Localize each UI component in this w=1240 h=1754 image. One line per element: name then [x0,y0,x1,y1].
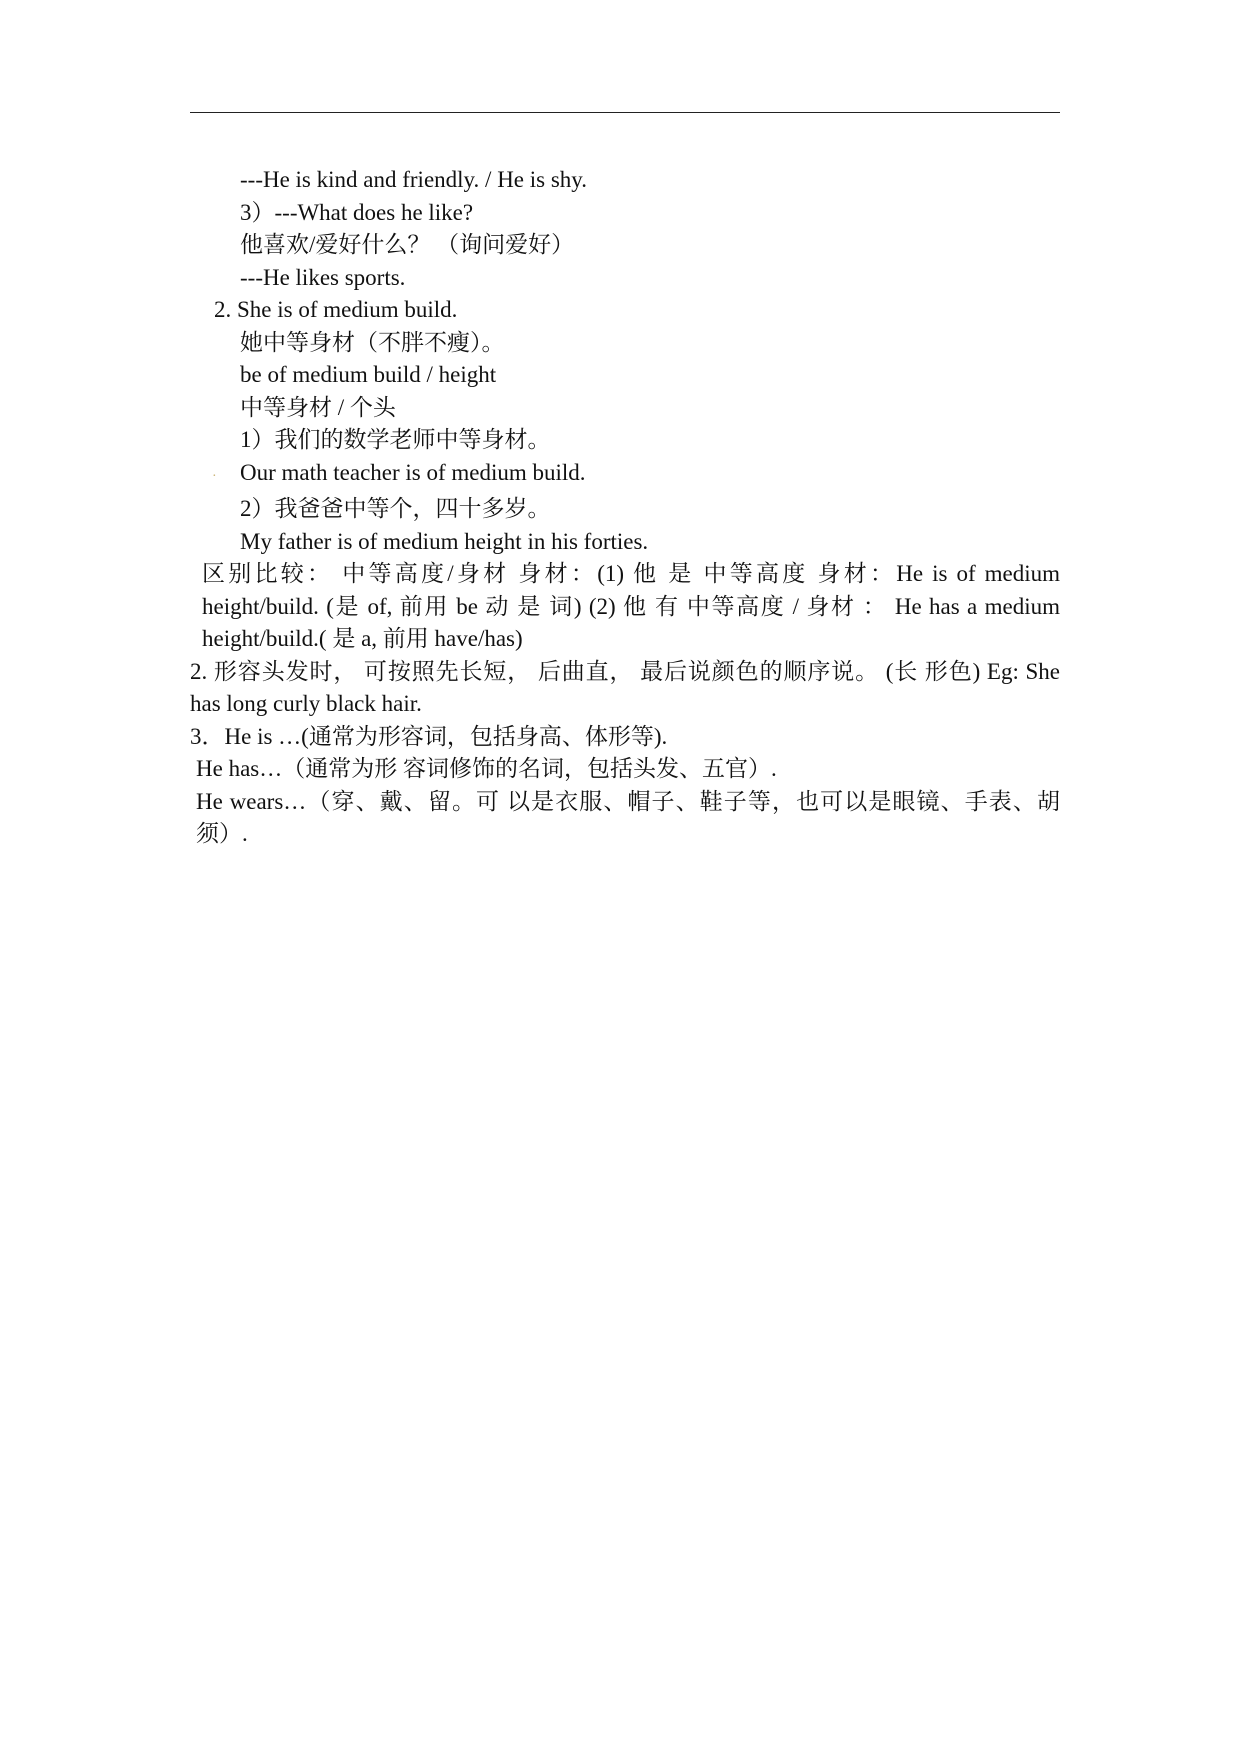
question-3-line: 3）---What does he like? [240,199,474,225]
question-3-translation: 他喜欢/爱好什么？ （询问爱好） [240,232,575,257]
point-2-translation: 她中等身材（不胖不瘦）。 [240,329,505,355]
example-1-english: Our math teacher is of medium build. [240,459,586,485]
point-3-line: 3．He is …(通常为形容词，包括身高、体形等). [190,723,668,749]
hair-order-paragraph: 2. 形容头发时， 可按照先长短， 后曲直， 最后说颜色的顺序说。 (长 形色) Eg: She has long curly black hair. [190,658,1060,716]
phrase-translation: 中等身材 / 个头 [240,394,396,420]
he-wears-paragraph: He wears…（穿、戴、留。可 以是衣服、帽子、鞋子等，也可以是眼镜、手表、胡须）. [196,788,1060,846]
document-body [190,164,1060,851]
header-rule [190,112,1060,113]
compare-paragraph: 区别比较： 中等高度/身材 身材：(1) 他 是 中等高度 身材：He is of medium height/build. (是 of, 前用 be 动 是 词) (2) 他 有 中等高度 / 身材 ： He has a medium height/build.( 是 a, 前用 have/has) [202,561,1060,651]
phrase-line: be of medium build / height [240,362,497,387]
answer-line-personality: ---He is kind and friendly. / He is shy. [240,167,588,192]
example-2-english: My father is of medium height in his forties. [240,528,649,554]
he-has-line: He has…（通常为形 容词修饰的名词，包括头发、五官）. [196,756,777,781]
example-2-chinese: 2）我爸爸中等个，四十多岁。 [240,496,551,521]
answer-line-likes: ---He likes sports. [240,264,406,290]
point-2-heading: 2. She is of medium build. [214,297,458,322]
stray-mark: · [212,468,217,484]
example-1-chinese: 1）我们的数学老师中等身材。 [240,427,551,452]
example-1-english-row [190,457,1060,494]
